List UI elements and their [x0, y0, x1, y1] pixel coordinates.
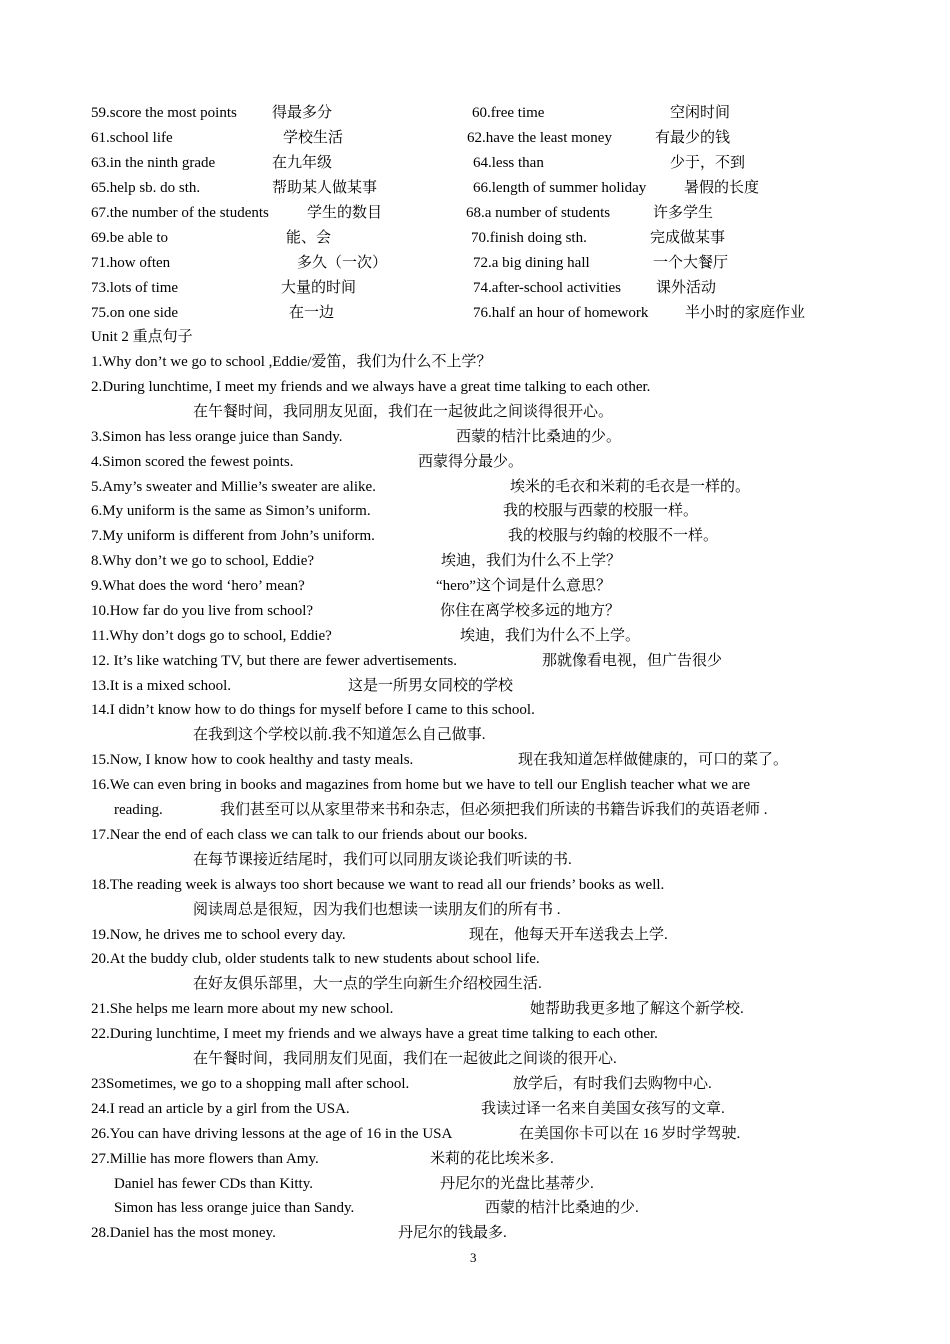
sentence-en: 23Sometimes, we go to a shopping mall after school.	[91, 1076, 410, 1092]
sentence-cn: 在好友俱乐部里，大一点的学生向新生介绍校园生活.	[193, 976, 542, 992]
sentence-en: 16.We can even bring in books and magazines from home but we have to tell our English teacher what we are	[91, 777, 750, 793]
vocab-cn: 多久（一次）	[297, 255, 388, 271]
vocab-cn: 课外活动	[656, 280, 717, 296]
sentence-cn: 我的校服与约翰的校服不一样。	[508, 528, 719, 544]
vocab-cn: 大量的时间	[281, 280, 357, 296]
sentence-en: 10.How far do you live from school?	[91, 603, 314, 619]
vocab-cn: 学校生活	[283, 130, 344, 146]
vocab-cn: 能、会	[286, 230, 332, 246]
vocab-en: 73.lots of time	[91, 280, 179, 296]
vocab-en: 62.have the least money	[467, 130, 612, 146]
vocab-cn: 在一边	[289, 305, 335, 321]
sentence-cn: 她帮助我更多地了解这个新学校.	[530, 1001, 744, 1017]
vocab-en: 67.the number of the students	[91, 205, 269, 221]
sentence-cn: 在午餐时间，我同朋友们见面，我们在一起彼此之间谈的很开心.	[193, 1051, 617, 1067]
sentence-en: Daniel has fewer CDs than Kitty.	[114, 1176, 313, 1192]
sentence-en: 5.Amy’s sweater and Millie’s sweater are alike.	[91, 479, 376, 495]
sentence-en: Simon has less orange juice than Sandy.	[114, 1200, 355, 1216]
vocab-en: 76.half an hour of homework	[473, 305, 649, 321]
vocab-cn: 帮助某人做某事	[272, 180, 378, 196]
sentence-cn: 现在我知道怎样做健康的，可口的菜了。	[518, 752, 789, 768]
vocab-en: 64.less than	[473, 155, 544, 171]
vocab-cn: 得最多分	[272, 105, 333, 121]
sentence-cn: 我的校服与西蒙的校服一样。	[503, 503, 699, 519]
vocab-en: 75.on one side	[91, 305, 179, 321]
sentence-cn: 丹尼尔的钱最多.	[398, 1225, 507, 1241]
sentence-en: 3.Simon has less orange juice than Sandy.	[91, 429, 343, 445]
vocab-cn: 一个大餐厅	[653, 255, 729, 271]
vocab-cn: 学生的数目	[307, 205, 383, 221]
sentence-en: 26.You can have driving lessons at the age of 16 in the USA	[91, 1126, 453, 1142]
vocab-en: 71.how often	[91, 255, 171, 271]
sentence-cn: 在每节课接近结尾时，我们可以同朋友谈论我们听读的书.	[193, 852, 572, 868]
sentence-en: 4.Simon scored the fewest points.	[91, 454, 294, 470]
sentence-en: 24.I read an article by a girl from the USA.	[91, 1101, 350, 1117]
vocab-cn: 少于，不到	[670, 155, 746, 171]
sentence-en: 18.The reading week is always too short because we want to read all our friends’ books as well.	[91, 877, 665, 893]
vocab-cn: 半小时的家庭作业	[685, 305, 806, 321]
sentence-en: 28.Daniel has the most money.	[91, 1225, 276, 1241]
vocab-cn: 暑假的长度	[684, 180, 760, 196]
sentence-en: 2.During lunchtime, I meet my friends and we always have a great time talking to each other.	[91, 379, 651, 395]
sentence-cn: 埃迪，我们为什么不上学。	[460, 628, 641, 644]
sentence-cn: 现在，他每天开车送我去上学.	[469, 927, 668, 943]
vocab-en: 69.be able to	[91, 230, 169, 246]
vocab-en: 66.length of summer holiday	[473, 180, 647, 196]
section-title: Unit 2 重点句子	[91, 329, 193, 345]
sentence-cn: 西蒙得分最少。	[418, 454, 524, 470]
sentence-cn: 我们甚至可以从家里带来书和杂志，但必须把我们所读的书籍告诉我们的英语老师 .	[220, 802, 768, 818]
sentence-en: 21.She helps me learn more about my new school.	[91, 1001, 394, 1017]
vocab-cn: 空闲时间	[670, 105, 731, 121]
vocab-cn: 在九年级	[272, 155, 333, 171]
sentence-en: 13.It is a mixed school.	[91, 678, 231, 694]
vocab-cn: 有最少的钱	[655, 130, 731, 146]
vocab-en: 74.after-school activities	[473, 280, 621, 296]
sentence-cn: 丹尼尔的光盘比基蒂少.	[440, 1176, 594, 1192]
sentence-cn: 在美国你卡可以在 16 岁时学驾驶.	[519, 1126, 741, 1142]
vocab-en: 68.a number of students	[466, 205, 611, 221]
vocab-cn: 完成做某事	[650, 230, 726, 246]
vocab-en: 63.in the ninth grade	[91, 155, 216, 171]
page-number: 3	[470, 1250, 477, 1265]
sentence-en: 1.Why don’t we go to school ,Eddie/爱笛，我们为什么不上学？	[91, 354, 492, 370]
sentence-en: 11.Why don’t dogs go to school, Eddie?	[91, 628, 332, 644]
sentence-cn: 那就像看电视，但广告很少	[542, 653, 723, 669]
sentence-en: 22.During lunchtime, I meet my friends and we always have a great time talking to each other.	[91, 1026, 658, 1042]
sentence-cn: 西蒙的桔汁比桑迪的少.	[485, 1200, 639, 1216]
sentence-cn: 你住在离学校多远的地方？	[440, 603, 621, 619]
vocab-cn: 许多学生	[653, 205, 714, 221]
sentence-en: 27.Millie has more flowers than Amy.	[91, 1151, 319, 1167]
sentence-cn: 米莉的花比埃米多.	[430, 1151, 554, 1167]
sentence-en: 17.Near the end of each class we can talk to our friends about our books.	[91, 827, 528, 843]
sentence-cn: 放学后，有时我们去购物中心.	[513, 1076, 712, 1092]
sentence-cn: 在我到这个学校以前.我不知道怎么自己做事.	[193, 727, 486, 743]
sentence-en: reading.	[114, 802, 163, 818]
vocab-en: 59.score the most points	[91, 105, 237, 121]
sentence-cn: 埃迪，我们为什么不上学？	[441, 553, 622, 569]
vocab-en: 60.free time	[472, 105, 545, 121]
sentence-cn: “hero”这个词是什么意思？	[436, 578, 611, 594]
vocab-en: 65.help sb. do sth.	[91, 180, 201, 196]
sentence-en: 8.Why don’t we go to school, Eddie?	[91, 553, 315, 569]
sentence-cn: 我读过译一名来自美国女孩写的文章.	[481, 1101, 725, 1117]
sentence-en: 15.Now, I know how to cook healthy and tasty meals.	[91, 752, 414, 768]
sentence-en: 14.I didn’t know how to do things for myself before I came to this school.	[91, 702, 535, 718]
sentence-cn: 在午餐时间，我同朋友见面，我们在一起彼此之间谈得很开心。	[193, 404, 614, 420]
sentence-cn: 这是一所男女同校的学校	[348, 678, 514, 694]
sentence-en: 7.My uniform is different from John’s uniform.	[91, 528, 375, 544]
vocab-en: 61.school life	[91, 130, 173, 146]
sentence-en: 20.At the buddy club, older students talk to new students about school life.	[91, 951, 540, 967]
sentence-en: 19.Now, he drives me to school every day.	[91, 927, 346, 943]
vocab-en: 72.a big dining hall	[473, 255, 590, 271]
sentence-en: 9.What does the word ‘hero’ mean?	[91, 578, 305, 594]
sentence-en: 12. It’s like watching TV, but there are fewer advertisements.	[91, 653, 457, 669]
sentence-cn: 阅读周总是很短，因为我们也想读一读朋友们的所有书 .	[193, 902, 561, 918]
sentence-en: 6.My uniform is the same as Simon’s uniform.	[91, 503, 371, 519]
sentence-cn: 西蒙的桔汁比桑迪的少。	[456, 429, 622, 445]
vocab-en: 70.finish doing sth.	[471, 230, 587, 246]
sentence-cn: 埃米的毛衣和米莉的毛衣是一样的。	[510, 479, 751, 495]
